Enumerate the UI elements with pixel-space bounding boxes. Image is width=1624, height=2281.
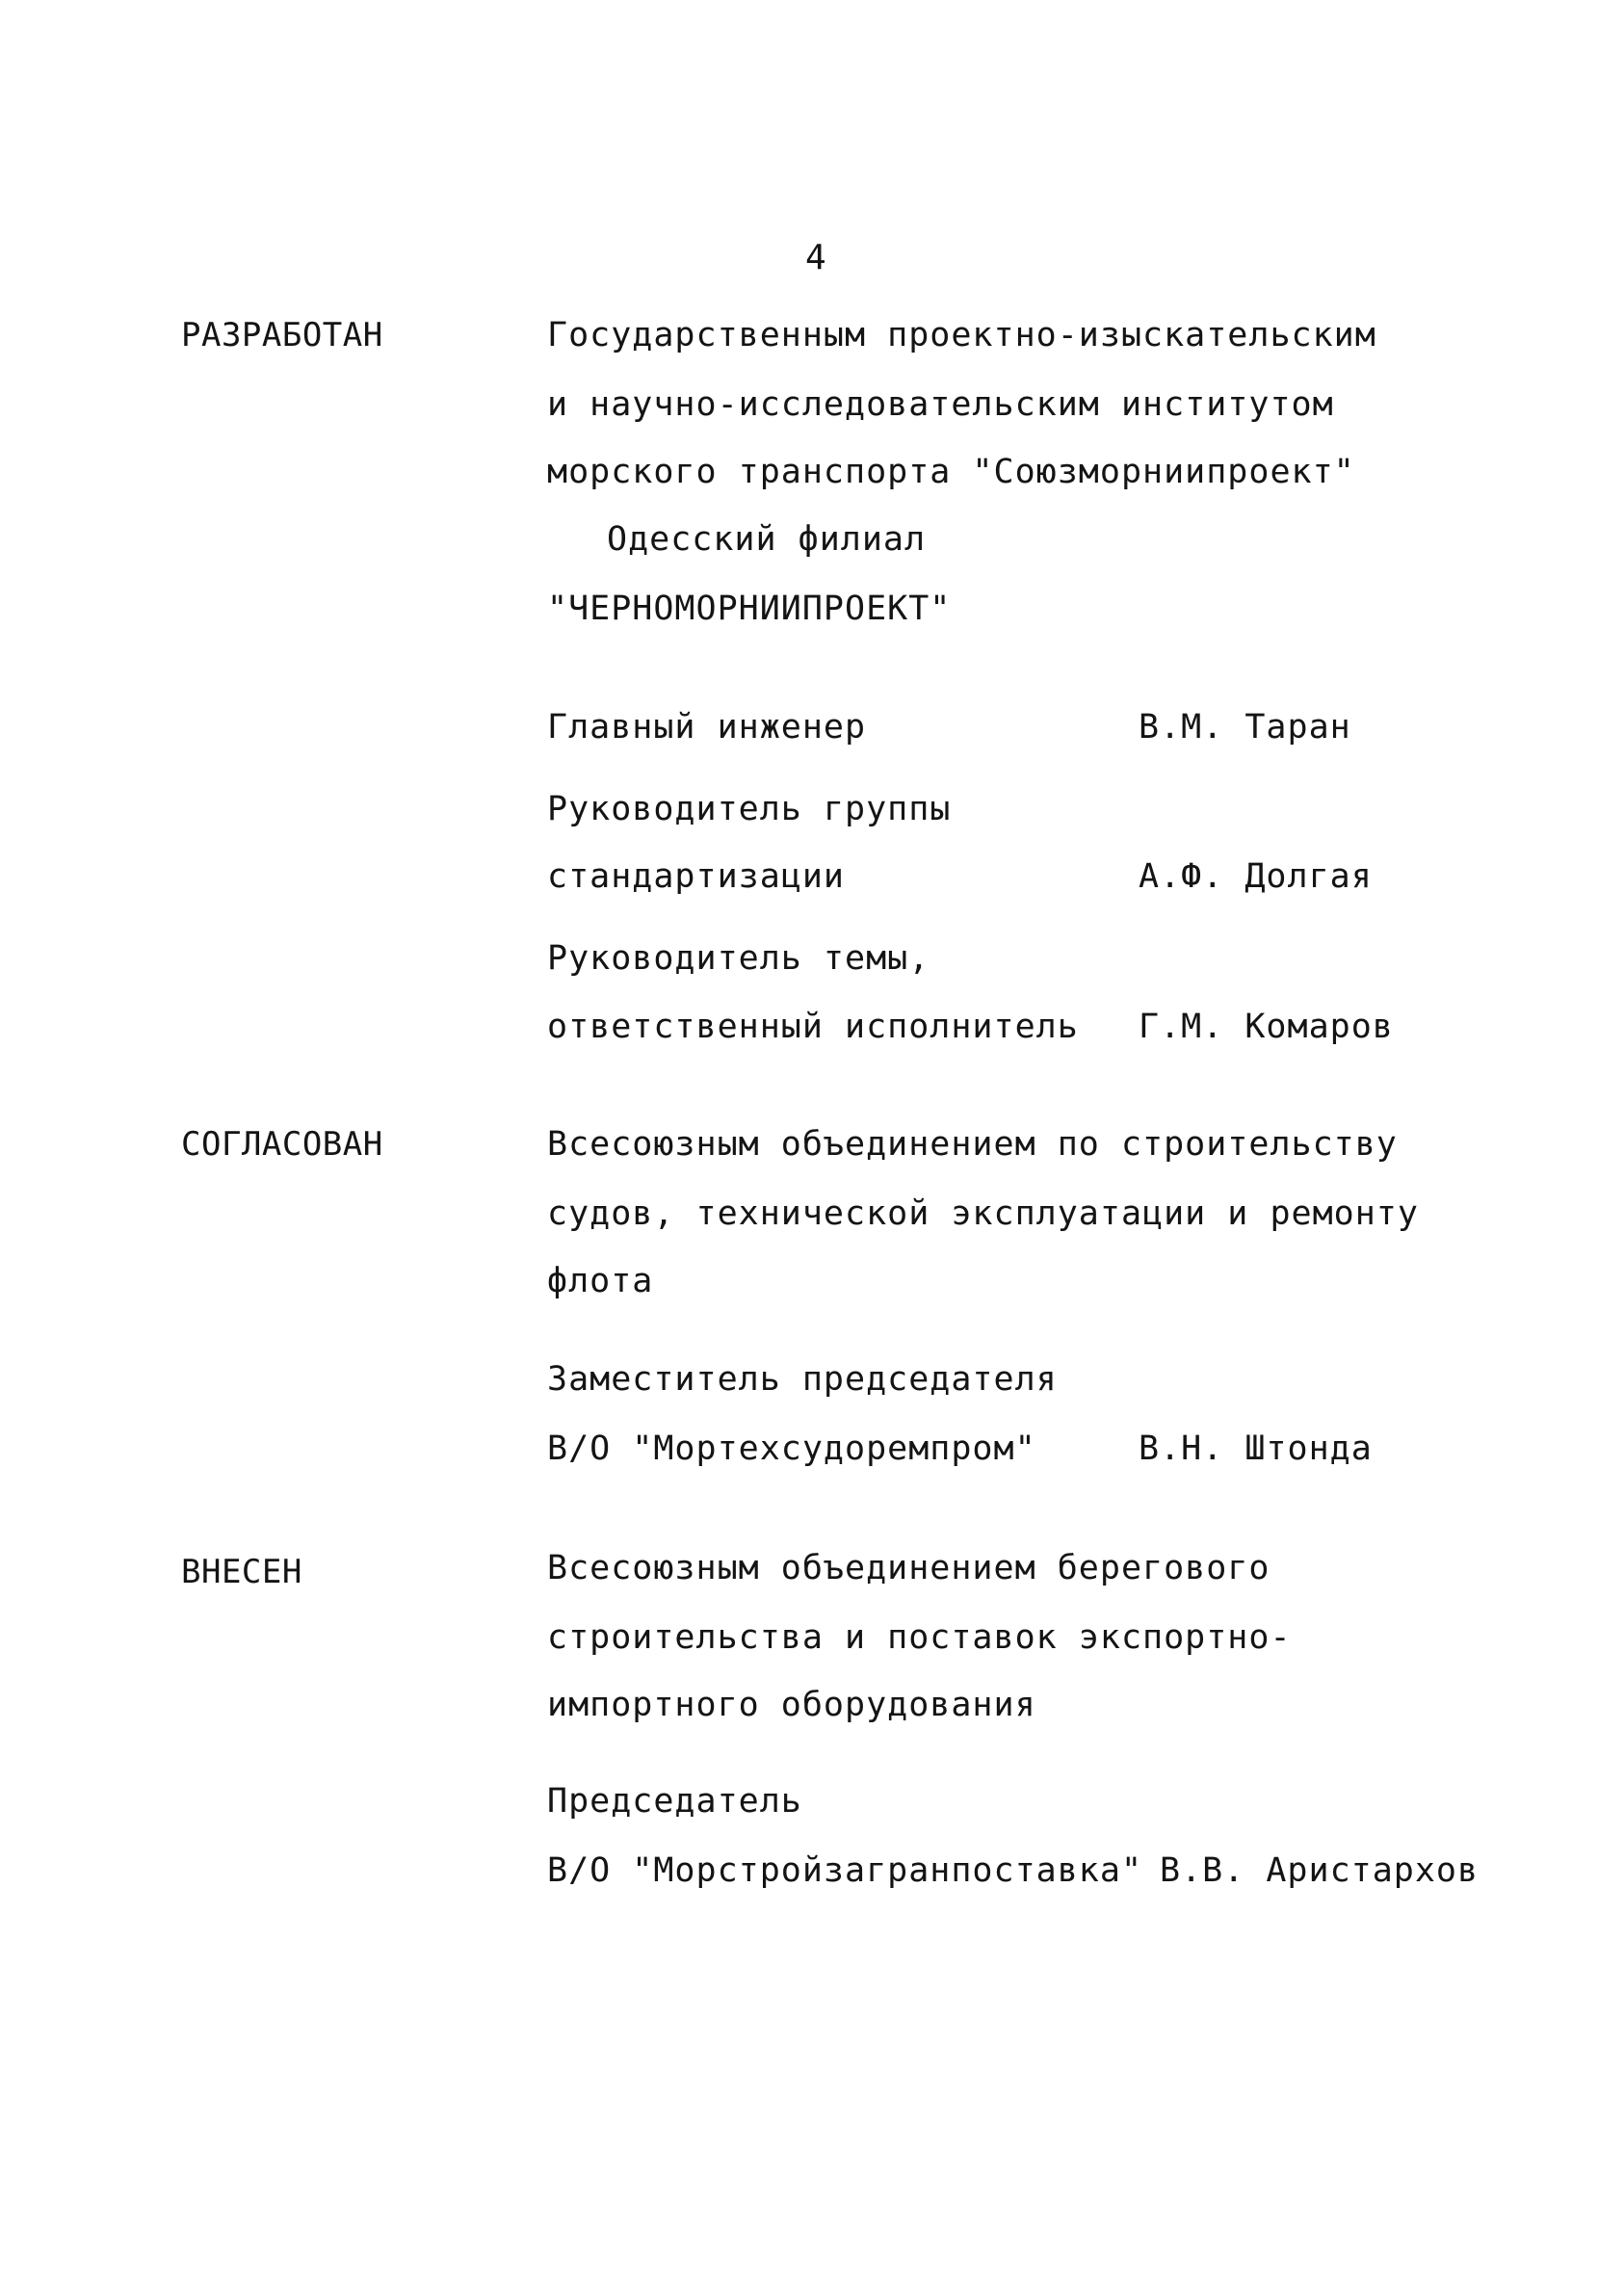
signatory-title: Заместитель председателя — [547, 1360, 1058, 1399]
signatory-title: Руководитель группы — [547, 790, 952, 828]
signatory-name: В.М. Таран — [1139, 708, 1351, 747]
signatory-title: В/О "Морстройзагранпоставка" — [547, 1851, 1143, 1890]
signatory-name: В.В. Аристархов — [1160, 1851, 1480, 1890]
page-number: 4 — [805, 238, 827, 277]
signatory-title: Главный инженер — [547, 708, 867, 747]
developed-org-line: и научно-исследовательским институтом — [547, 385, 1334, 424]
agreed-org-line: Всесоюзным объединением по строительству — [547, 1125, 1398, 1164]
introduced-org-line: Всесоюзным объединением берегового — [547, 1549, 1270, 1587]
introduced-org-line: импортного оборудования — [547, 1686, 1036, 1724]
signatory-title: В/О "Мортехсудоремпром" — [547, 1429, 1036, 1468]
signatory-title: Руководитель темы, — [547, 939, 930, 978]
signatory-title: ответственный исполнитель — [547, 1008, 1079, 1046]
developed-branch-title: "ЧЕРНОМОРНИИПРОЕКТ" — [547, 590, 952, 628]
section-label-developed: РАЗРАБОТАН — [181, 316, 383, 354]
signatory-title: Председатель — [547, 1782, 802, 1821]
signatory-name: Г.М. Комаров — [1139, 1008, 1394, 1046]
signatory-name: В.Н. Штонда — [1139, 1429, 1373, 1468]
section-label-introduced: ВНЕСЕН — [181, 1553, 302, 1591]
signatory-title: стандартизации — [547, 857, 846, 896]
developed-org-line: морского транспорта "Союзморниипроект" — [547, 453, 1355, 491]
developed-branch-name: Одесский филиал — [607, 520, 927, 559]
agreed-org-line: флота — [547, 1262, 654, 1300]
developed-org-line: Государственным проектно-изыскательским — [547, 316, 1376, 354]
signatory-name: А.Ф. Долгая — [1139, 857, 1373, 896]
section-label-agreed: СОГЛАСОВАН — [181, 1125, 383, 1164]
introduced-org-line: строительства и поставок экспортно- — [547, 1618, 1292, 1657]
agreed-org-line: судов, технической эксплуатации и ремонту — [547, 1194, 1419, 1233]
